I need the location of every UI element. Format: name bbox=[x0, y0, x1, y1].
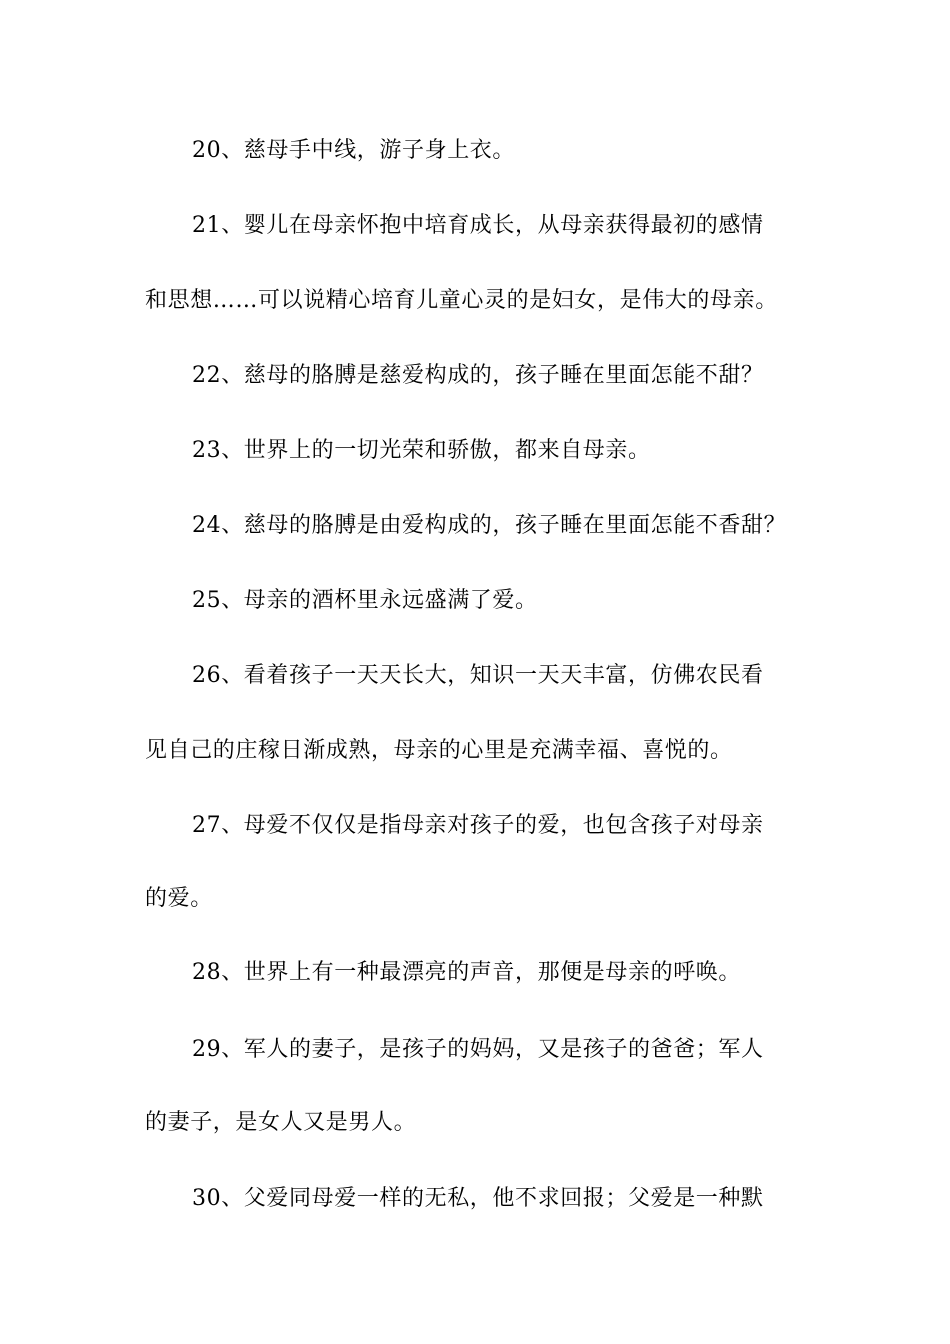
text-line-27-cont: 的爱。 bbox=[145, 886, 213, 911]
text-line-25: 25、母亲的酒杯里永远盛满了爱。 bbox=[192, 588, 538, 613]
text-line-21-cont: 和思想……可以说精心培育儿童心灵的是妇女，是伟大的母亲。 bbox=[145, 288, 778, 313]
text-line-29-cont: 的妻子，是女人又是男人。 bbox=[145, 1110, 417, 1135]
text-line-28: 28、世界上有一种最漂亮的声音，那便是母亲的呼唤。 bbox=[192, 960, 741, 985]
text-line-24: 24、慈母的胳膊是由爱构成的，孩子睡在里面怎能不香甜？ bbox=[192, 513, 787, 538]
text-line-29-start: 29、军人的妻子，是孩子的妈妈，又是孩子的爸爸；军人 bbox=[192, 1037, 764, 1062]
text-line-26-start: 26、看着孩子一天天长大，知识一天天丰富，仿佛农民看 bbox=[192, 663, 764, 688]
text-line-22: 22、慈母的胳膊是慈爱构成的，孩子睡在里面怎能不甜？ bbox=[192, 363, 764, 388]
text-line-23: 23、世界上的一切光荣和骄傲，都来自母亲。 bbox=[192, 438, 651, 463]
text-line-30-start: 30、父爱同母爱一样的无私，他不求回报；父爱是一种默 bbox=[192, 1186, 764, 1211]
text-line-27-start: 27、母爱不仅仅是指母亲对孩子的爱，也包含孩子对母亲 bbox=[192, 813, 764, 838]
text-line-26-cont: 见自己的庄稼日渐成熟，母亲的心里是充满幸福、喜悦的。 bbox=[145, 738, 733, 763]
text-line-21-start: 21、婴儿在母亲怀抱中培育成长，从母亲获得最初的感情 bbox=[192, 213, 764, 238]
text-line-20: 20、慈母手中线，游子身上衣。 bbox=[192, 138, 515, 163]
